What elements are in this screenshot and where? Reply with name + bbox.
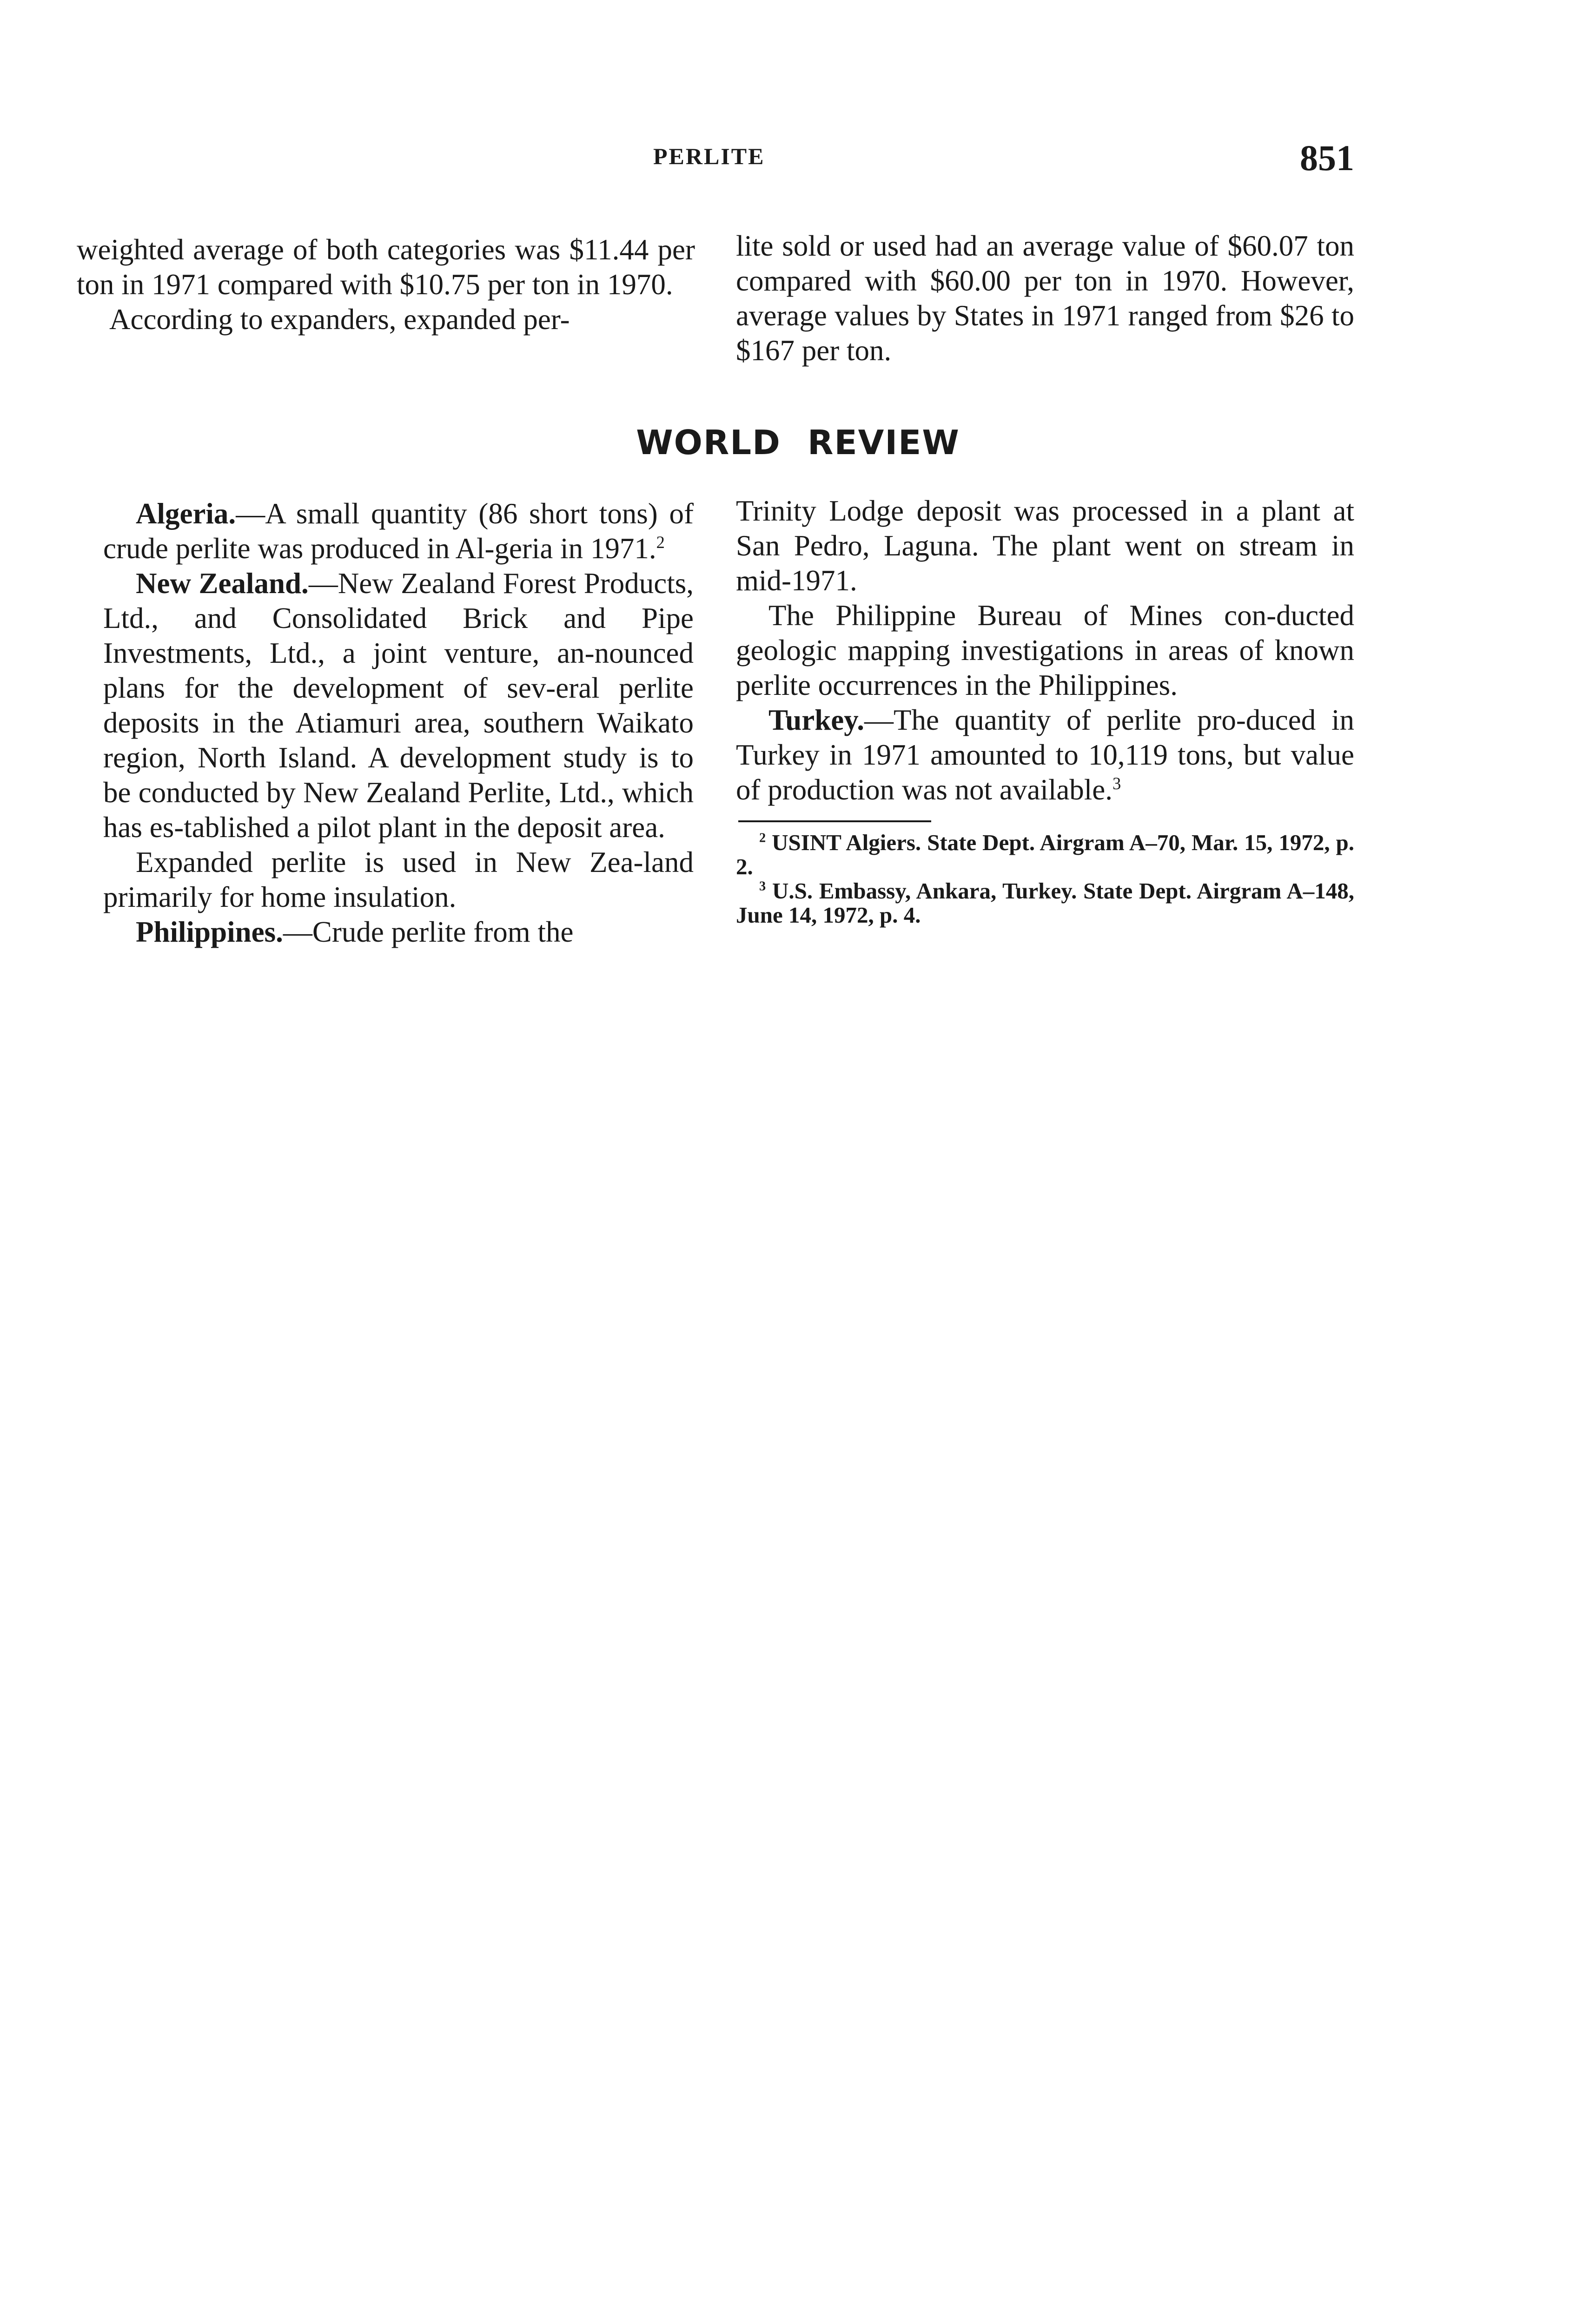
paragraph-expanded-value: lite sold or used had an average value of $60.07 ton compared with $60.00 per ton in 1970. However, average values by States in 1971 ranged from $26 to $167 per ton. (736, 230, 1354, 367)
paragraph-expanders: According to expanders, expanded per- (109, 303, 570, 336)
left-column (103, 496, 694, 950)
footnotes (736, 831, 1354, 927)
top-right-column (736, 229, 1354, 368)
philippines-text: —Crude perlite from the (283, 916, 574, 948)
paragraph-trinity-lodge: Trinity Lodge deposit was processed in a plant at San Pedro, Laguna. The plant went on stream in mid-1971. (736, 495, 1354, 597)
page-number: 851 (1300, 138, 1354, 178)
footnote-3-text: U.S. Embassy, Ankara, Turkey. State Dept. Airgram A–148, June 14, 1972, p. 4. (736, 878, 1354, 928)
country-label-philippines: Philippines. (136, 916, 283, 948)
footnote-ref-3: 3 (1113, 774, 1121, 793)
footnote-mark-2: 2 (759, 831, 766, 845)
algeria-text: —A small quantity (86 short tons) of crude perlite was produced in Al-geria in 1971. (103, 497, 694, 565)
paragraph-philippines (103, 915, 694, 950)
paragraph-turkey (736, 703, 1354, 807)
country-label-turkey: Turkey. (768, 704, 865, 736)
paragraph-bureau-of-mines: The Philippine Bureau of Mines con-ducted geologic mapping investigations in areas of known perlite occurrences in the Philippines. (736, 599, 1354, 701)
running-header (0, 137, 1596, 178)
country-label-algeria: Algeria. (136, 497, 236, 530)
paragraph-average-value: weighted average of both categories was $11.44 per ton in 1971 compared with $10.75 per ton in 1970. (77, 233, 695, 301)
paragraph-new-zealand (103, 566, 694, 845)
country-label-new-zealand: New Zealand. (136, 567, 309, 600)
footnote-2-text: USINT Algiers. State Dept. Airgram A–70, Mar. 15, 1972, p. 2. (736, 830, 1355, 879)
footnote-divider (738, 820, 931, 822)
running-title: PERLITE (653, 143, 765, 169)
footnote-mark-3: 3 (759, 879, 766, 894)
footnote-3 (736, 879, 1354, 927)
right-column (736, 494, 1354, 927)
section-heading: WORLD REVIEW (636, 423, 960, 462)
paragraph-expanded-perlite: Expanded perlite is used in New Zea-land primarily for home insulation. (103, 846, 694, 913)
footnote-ref-2: 2 (656, 533, 665, 552)
new-zealand-text: —New Zealand Forest Products, Ltd., and Consolidated Brick and Pipe Investments, Ltd., a joint venture, an-nounced plans for the development of sev-eral perlite deposits in the Atiamuri area, southern Waikato region, North Island. A development study is to be conducted by New Zealand Perlite, Ltd., which has es-tablished a pilot plant in the deposit area. (103, 567, 694, 844)
top-left-column (77, 232, 695, 337)
footnote-2 (736, 831, 1354, 879)
turkey-text: —The quantity of perlite pro-duced in Turkey in 1971 amounted to 10,119 tons, but value of production was not available. (736, 704, 1354, 806)
paragraph-algeria (103, 496, 694, 566)
